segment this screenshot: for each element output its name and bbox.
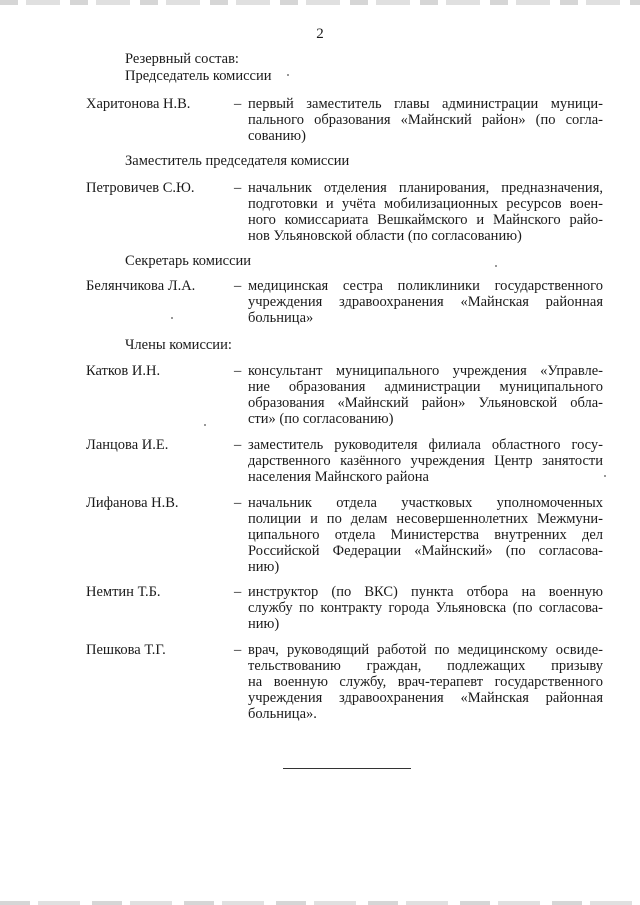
member-position — [248, 437, 603, 485]
position-line: на военную службу, врач-терапевт государственного — [248, 674, 603, 690]
position-line: заместитель руководителя филиала областного госу- — [248, 437, 603, 453]
member-position — [248, 495, 603, 575]
scan-speck — [604, 475, 606, 477]
position-line: тельствованию граждан, подлежащих призыву — [248, 658, 603, 674]
heading-chair: Председатель комиссии — [125, 68, 272, 84]
member-name: Харитонова Н.В. — [86, 96, 191, 112]
member-name: Петровичев С.Ю. — [86, 180, 195, 196]
member-position — [248, 278, 603, 326]
position-line: службу по контракту города Ульяновска (по согласова- — [248, 600, 603, 616]
position-line: учреждения здравоохранения «Майнская районная — [248, 690, 603, 706]
heading-reserve: Резервный состав: — [125, 51, 239, 67]
member-name: Немтин Т.Б. — [86, 584, 161, 600]
entry-dash: – — [234, 642, 242, 658]
member-position — [248, 96, 603, 144]
position-line: начальник отдела участковых уполномоченных — [248, 495, 603, 511]
entry-dash: – — [234, 180, 242, 196]
heading-deputy: Заместитель председателя комиссии — [125, 153, 350, 169]
position-line: учреждения здравоохранения «Майнская районная — [248, 294, 603, 310]
position-line: больница». — [248, 706, 317, 722]
member-name: Ланцова И.Е. — [86, 437, 169, 453]
position-line: населения Майнского района — [248, 469, 429, 485]
member-name: Пешкова Т.Г. — [86, 642, 166, 658]
member-name: Белянчикова Л.А. — [86, 278, 196, 294]
closing-rule — [283, 768, 411, 769]
entry-dash: – — [234, 495, 242, 511]
position-line: дарственного казённого учреждения Центр занятости — [248, 453, 603, 469]
scan-speck — [495, 265, 497, 267]
position-line: ного комиссариата Вешкаймского и Майнского райо- — [248, 212, 603, 228]
page-number: 2 — [316, 26, 324, 42]
position-line: ципального отдела Министерства внутренних дел — [248, 527, 603, 543]
entry-dash: – — [234, 278, 242, 294]
position-line: нов Ульяновской области (по согласованию) — [248, 228, 522, 244]
position-line: медицинская сестра поликлиники государственного — [248, 278, 603, 294]
heading-members: Члены комиссии: — [125, 337, 232, 353]
scan-speck — [171, 317, 173, 319]
position-line: нию) — [248, 559, 280, 575]
entry-dash: – — [234, 363, 242, 379]
member-position — [248, 584, 603, 632]
position-line: инструктор (по ВКС) пункта отбора на военную — [248, 584, 603, 600]
entry-dash: – — [234, 584, 242, 600]
scan-speck — [287, 74, 289, 76]
position-line: образования «Майнский район» Ульяновской обла- — [248, 395, 603, 411]
position-line: полиции и по делам несовершеннолетних Межмуни- — [248, 511, 603, 527]
member-position — [248, 642, 603, 722]
member-position — [248, 363, 603, 427]
member-name: Лифанова Н.В. — [86, 495, 179, 511]
entry-dash: – — [234, 96, 242, 112]
scan-speck — [204, 424, 206, 426]
scan-edge-top — [0, 0, 640, 5]
position-line: сованию) — [248, 128, 306, 144]
position-line: подготовки и учёта мобилизационных ресурсов воен- — [248, 196, 603, 212]
position-line: нию) — [248, 616, 280, 632]
position-line: консультант муниципального учреждения «Управле- — [248, 363, 603, 379]
position-line: сти» (по согласованию) — [248, 411, 394, 427]
position-line: врач, руководящий работой по медицинскому освиде- — [248, 642, 603, 658]
position-line: пального образования «Майнский район» (по согла- — [248, 112, 603, 128]
position-line: начальник отделения планирования, предназначения, — [248, 180, 603, 196]
position-line: больница» — [248, 310, 314, 326]
position-line: Российской Федерации «Майнский» (по согласова- — [248, 543, 603, 559]
member-name: Катков И.Н. — [86, 363, 161, 379]
heading-secretary: Секретарь комиссии — [125, 253, 252, 269]
scan-edge-bottom — [0, 901, 640, 905]
position-line: первый заместитель главы администрации муници- — [248, 96, 603, 112]
entry-dash: – — [234, 437, 242, 453]
position-line: ние образования администрации муниципального — [248, 379, 603, 395]
member-position — [248, 180, 603, 244]
